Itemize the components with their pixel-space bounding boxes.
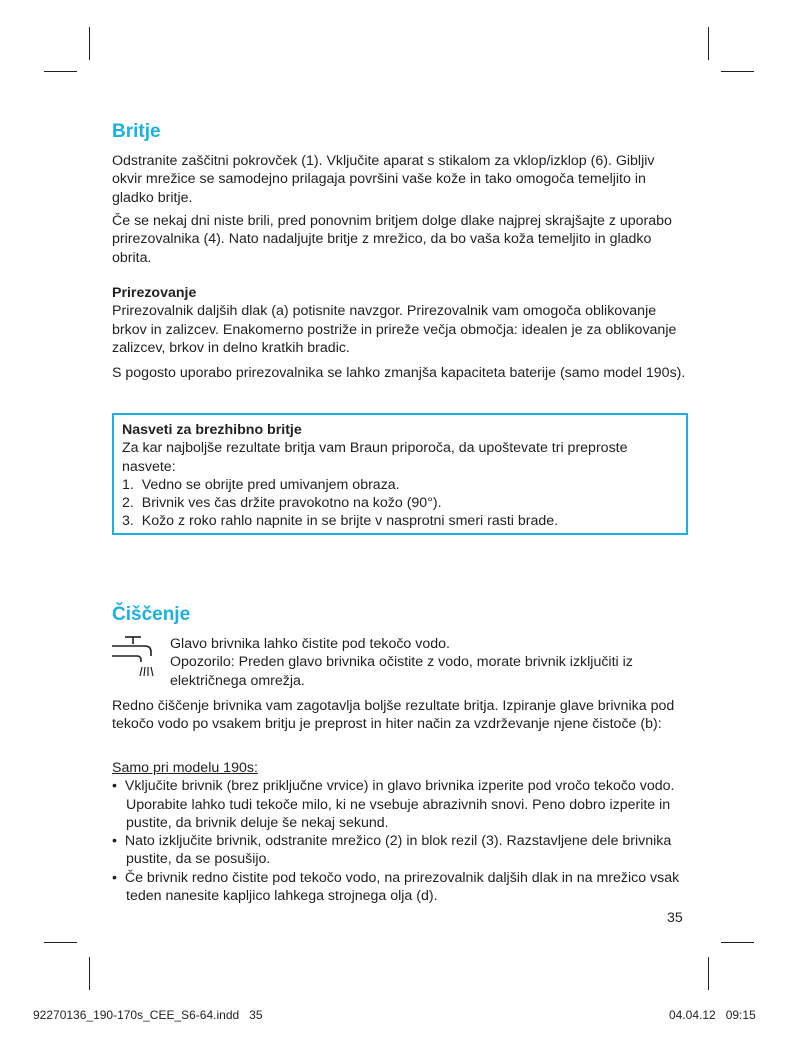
tips-box <box>112 413 688 535</box>
crop-mark <box>708 27 709 60</box>
shaving-para-1-block <box>112 152 686 207</box>
model-instructions <box>112 759 686 905</box>
cleaning-para-block <box>112 697 686 734</box>
shaving-para-1: Odstranite zaščitni pokrovček (1). Vključite aparat s stikalom za vklop/izklop (6). Gibljiv okvir mrežice se samodejno prilagaja površini vaše kože in tako omogoča temeljito in gladko britje. <box>112 153 655 206</box>
crop-mark <box>721 71 754 72</box>
cleaning-para: Redno čiščenje brivnika vam zagotavlja boljše rezultate britja. Izpiranje glave brivnika pod tekočo vodo po vsakem britju je preprost in hiter način za vzdrževanje njene čistoče (b): <box>112 698 675 733</box>
tap-line-1: Glavo brivnika lahko čistite pod tekočo vodo. <box>170 636 450 652</box>
crop-mark <box>89 957 90 990</box>
crop-mark <box>89 27 90 60</box>
shaving-para-2: Če se nekaj dni niste brili, pred ponovnim britjem dolge dlake najprej skrajšajte z uporabo prirezovalnika (4). Nato nadaljujte britje z mrežico, da bo vaša koža temeljito in gladko obrita. <box>112 213 672 266</box>
shaving-para-2-block <box>112 212 686 267</box>
section-title-shaving: Britje <box>112 121 161 142</box>
cleaning-bullet: • Vključite brivnik (brez priključne vrvice) in glavo brivnika izperite pod vročo tekočo vodo. Uporabite lahko tudi tekoče milo, ki ne vsebuje abrazivnih snovi. Peno dobro izperite in pustite, da brivnik deluje še nekaj sekund. <box>112 778 675 831</box>
crop-mark <box>721 942 754 943</box>
tips-item: 3. Kožo z roko rahlo napnite in se brijte v nasprotni smeri rasti brade. <box>122 513 559 530</box>
tips-title: Nasveti za brezhibno britje <box>122 422 302 438</box>
trimmer-title: Prirezovanje <box>112 285 197 301</box>
tips-item: 2. Brivnik ves čas držite pravokotno na kožo (90°). <box>122 495 442 512</box>
cleaning-bullet: • Če brivnik redno čistite pod tekočo vodo, na prirezovalnik daljših dlak in na mrežico vsak teden nanesite kapljico lahkega strojnega olja (d). <box>112 869 680 905</box>
footer-datetime: 04.04.12 09:15 <box>669 1008 756 1022</box>
crop-mark <box>708 957 709 990</box>
tap-note-block <box>170 635 686 690</box>
page-number: 35 <box>667 910 683 926</box>
trimmer-text: Prirezovalnik daljših dlak (a) potisnite navzgor. Prirezovalnik vam omogoča oblikovanje brkov in zalizcev. Enakomerno postriže in prireže večja območja: idealen je za oblikovanje zalizcev, brkov in delno kratkih bradic. <box>112 303 677 356</box>
tips-item: 1. Vedno se obrijte pred umivanjem obraza. <box>122 476 400 493</box>
crop-mark <box>44 71 77 72</box>
section-title-cleaning: Čiščenje <box>112 604 191 625</box>
footer-file: 92270136_190-170s_CEE_S6-64.indd 35 <box>33 1008 263 1022</box>
crop-mark <box>44 942 77 943</box>
model-label: Samo pri modelu 190s: <box>112 760 258 776</box>
tips-intro: Za kar najboljše rezultate britja vam Braun priporoča, da upoštevate tri preproste nasvete: <box>122 440 628 475</box>
water-tap-icon <box>111 636 159 678</box>
battery-note-block <box>112 364 686 382</box>
battery-note: S pogosto uporabo prirezovalnika se lahko zmanjša kapaciteta baterije (samo model 190s). <box>112 365 686 381</box>
tap-line-2: Opozorilo: Preden glavo brivnika očistite z vodo, morate brivnik izključiti iz električnega omrežja. <box>170 654 633 689</box>
cleaning-bullet: • Nato izključite brivnik, odstranite mrežico (2) in blok rezil (3). Razstavljene dele brivnika pustite, da se posušijo. <box>112 833 672 868</box>
trimmer-block <box>112 284 686 357</box>
